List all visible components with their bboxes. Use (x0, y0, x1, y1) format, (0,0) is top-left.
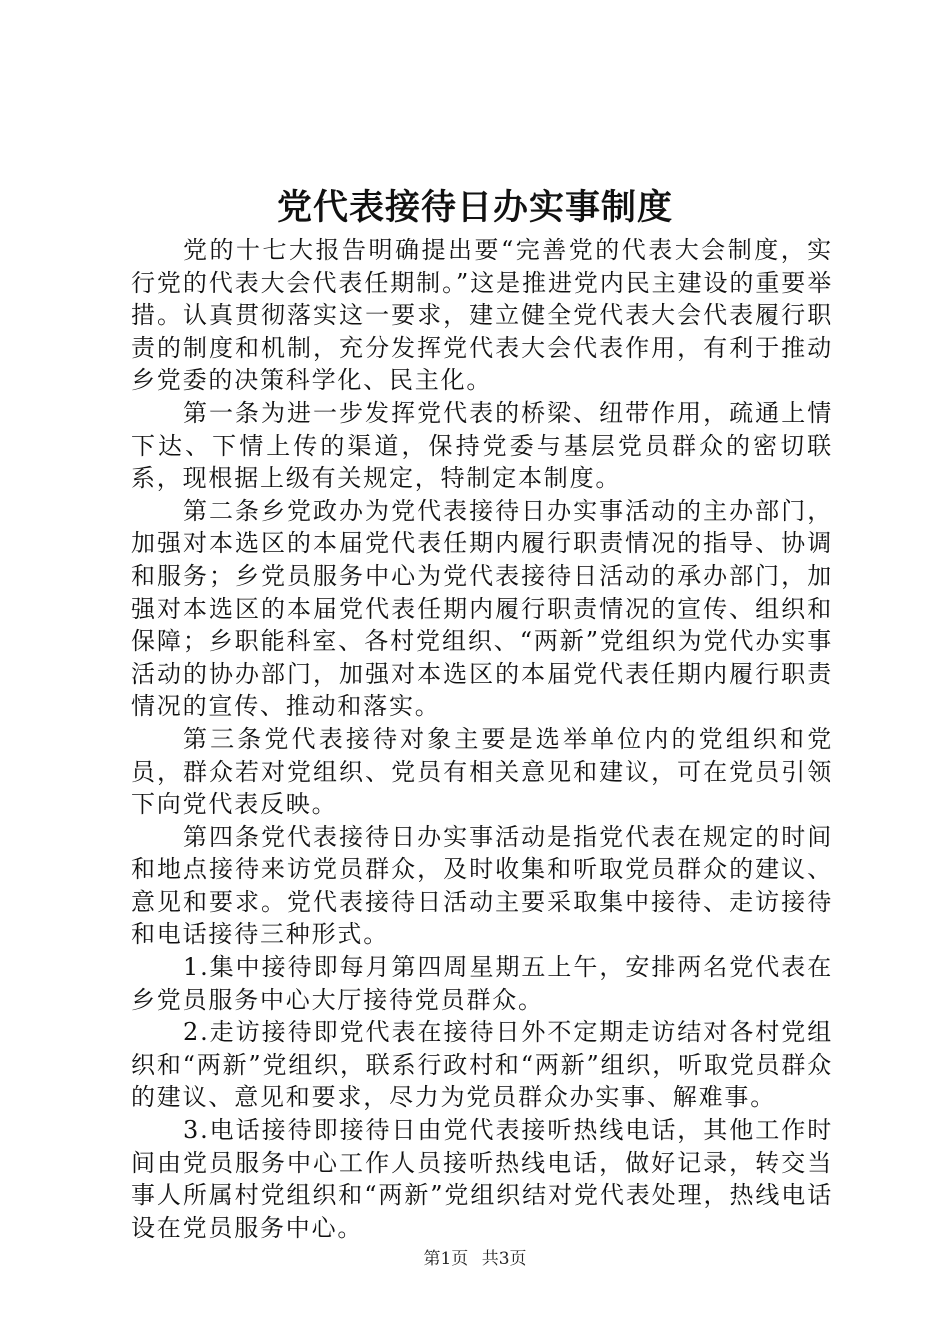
page-footer (0, 1247, 950, 1271)
document-title: 党代表接待日办实事制度 (276, 187, 673, 228)
paragraph-article-1: 第一条为进一步发挥党代表的桥梁、纽带作用，疏通上情下达、下情上传的渠道，保持党委与基层党员群众的密切联系，现根据上级有关规定，特制定本制度。 (131, 398, 833, 493)
page-number: 第1页 (423, 1249, 469, 1269)
paragraph-intro: 党的十七大报告明确提出要“完善党的代表大会制度，实行党的代表大会代表任期制。”这是推进党内民主建设的重要举措。认真贯彻落实这一要求，建立健全党代表大会代表履行职责的制度和机制，充分发挥党代表大会代表作用，有利于推动乡党委的决策科学化、民主化。 (131, 236, 833, 395)
page-total: 共3页 (481, 1249, 527, 1269)
paragraph-article-3: 第三条党代表接待对象主要是选举单位内的党组织和党员，群众若对党组织、党员有相关意见和建议，可在党员引领下向党代表反映。 (131, 724, 833, 819)
document-body (131, 234, 833, 1244)
paragraph-item-1: 1.集中接待即每月第四周星期五上午，安排两名党代表在乡党员服务中心大厅接待党员群众。 (131, 953, 833, 1014)
paragraph-item-2: 2.走访接待即党代表在接待日外不定期走访结对各村党组织和“两新”党组织，联系行政村和“两新”组织，听取党员群众的建议、意见和要求，尽力为党员群众办实事、解难事。 (131, 1018, 833, 1112)
paragraph-article-4: 第四条党代表接待日办实事活动是指党代表在规定的时间和地点接待来访党员群众，及时收集和听取党员群众的建议、意见和要求。党代表接待日活动主要采取集中接待、走访接待和电话接待三种形式。 (131, 822, 833, 949)
paragraph-item-3: 3.电话接待即接待日由党代表接听热线电话，其他工作时间由党员服务中心工作人员接听热线电话，做好记录，转交当事人所属村党组织和“两新”党组织结对党代表处理，热线电话设在党员服务中心。 (131, 1116, 833, 1242)
paragraph-article-2: 第二条乡党政办为党代表接待日办实事活动的主办部门，加强对本选区的本届党代表任期内履行职责情况的指导、协调和服务；乡党员服务中心为党代表接待日活动的承办部门，加强对本选区的本届党代表任期内履行职责情况的宣传、组织和保障；乡职能科室、各村党组织、“两新”党组织为党代办实事活动的协办部门，加强对本选区的本届党代表任期内履行职责情况的宣传、推动和落实。 (131, 496, 833, 721)
